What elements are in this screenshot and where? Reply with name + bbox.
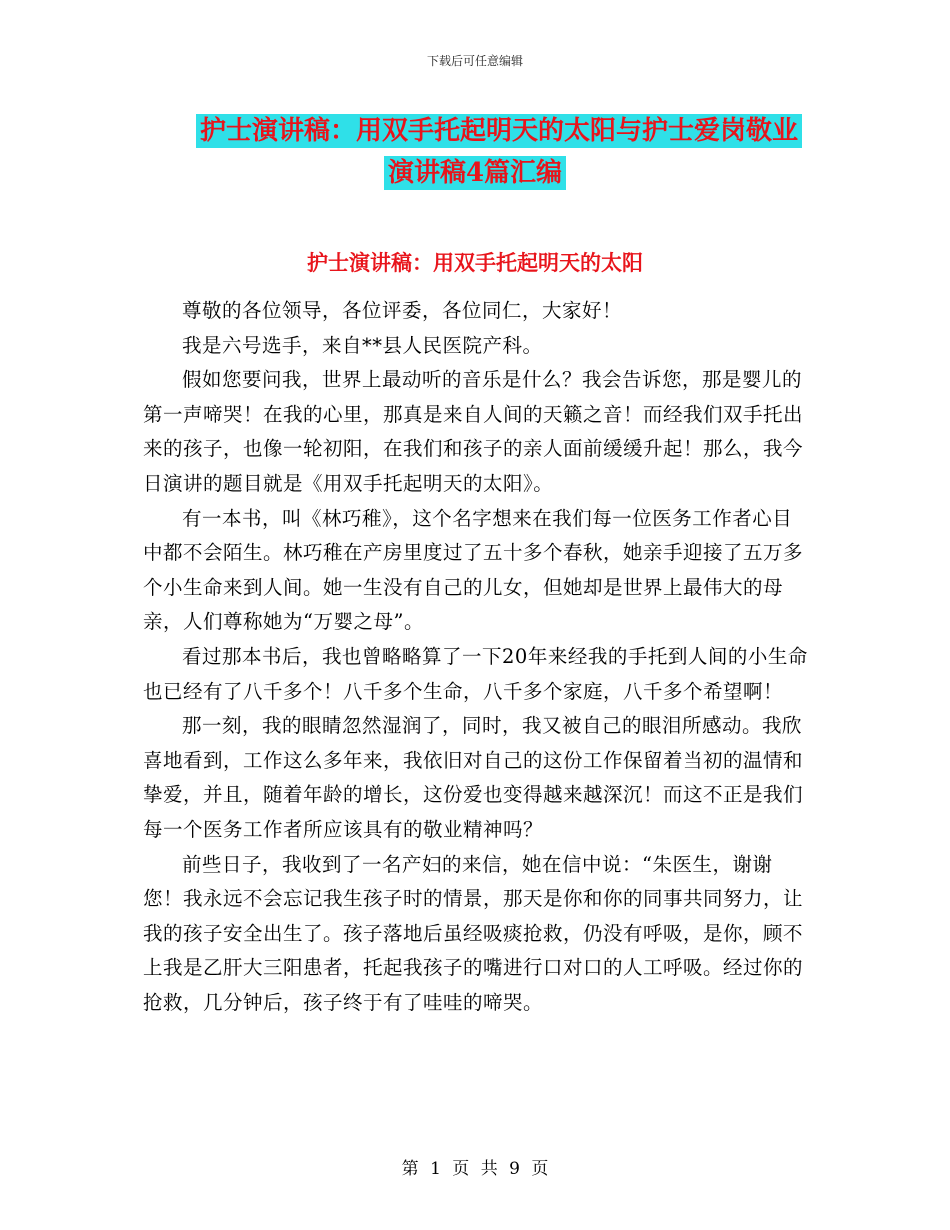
paragraph: 前些日子，我收到了一名产妇的来信，她在信中说：“朱医生，谢谢您！我永远不会忘记我生孩子时的情景，那天是你和你的同事共同努力，让我的孩子安全出生了。孩子落地后虽经吸痰抢救，仍没有呼吸，是你，顾不上我是乙肝大三阳患者，托起我孩子的嘴进行口对口的人工呼吸。经过你的抢救，几分钟后，孩子终于有了哇哇的啼哭。 xyxy=(143,852,804,1014)
document-title-line-1 xyxy=(0,114,950,148)
paragraph: 看过那本书后，我也曾略略算了一下20年来经我的手托到人间的小生命也已经有了八千多个！八千多个生命，八千多个家庭，八千多个希望啊！ xyxy=(143,644,808,703)
document-body xyxy=(143,294,811,1020)
document-title-line-2 xyxy=(0,156,950,190)
title-highlight-1: 护士演讲稿：用双手托起明天的太阳与护士爱岗敬业 xyxy=(196,114,802,148)
page-header: 下载后可任意编辑 xyxy=(426,54,523,68)
paragraph: 假如您要问我，世界上最动听的音乐是什么？我会告诉您，那是婴儿的第一声啼哭！在我的心里，那真是来自人间的天籁之音！而经我们双手托出来的孩子，也像一轮初阳，在我们和孩子的亲人面前缓缓升起！那么，我今日演讲的题目就是《用双手托起明天的太阳》。 xyxy=(143,368,804,495)
paragraph: 有一本书，叫《林巧稚》，这个名字想来在我们每一位医务工作者心目中都不会陌生。林巧稚在产房里度过了五十多个春秋，她亲手迎接了五万多个小生命来到人间。她一生没有自己的儿女，但她却是世界上最伟大的母亲，人们尊称她为“万婴之母”。 xyxy=(143,506,804,634)
paragraph: 尊敬的各位领导，各位评委，各位同仁，大家好！ xyxy=(182,299,623,322)
section-heading: 护士演讲稿：用双手托起明天的太阳 xyxy=(307,250,643,275)
paragraph: 那一刻，我的眼睛忽然湿润了，同时，我又被自己的眼泪所感动。我欣喜地看到，工作这么多年来，我依旧对自己的这份工作保留着当初的温情和挚爱，并且，随着年龄的增长，这份爱也变得越来越深沉！而这不正是我们每一个医务工作者所应该具有的敬业精神吗？ xyxy=(143,714,804,841)
page-number-footer: 第 1 页 共 9 页 xyxy=(401,1159,549,1179)
paragraph: 我是六号选手，来自**县人民医院产科。 xyxy=(182,333,543,357)
title-highlight-2: 演讲稿4篇汇编 xyxy=(384,156,566,190)
